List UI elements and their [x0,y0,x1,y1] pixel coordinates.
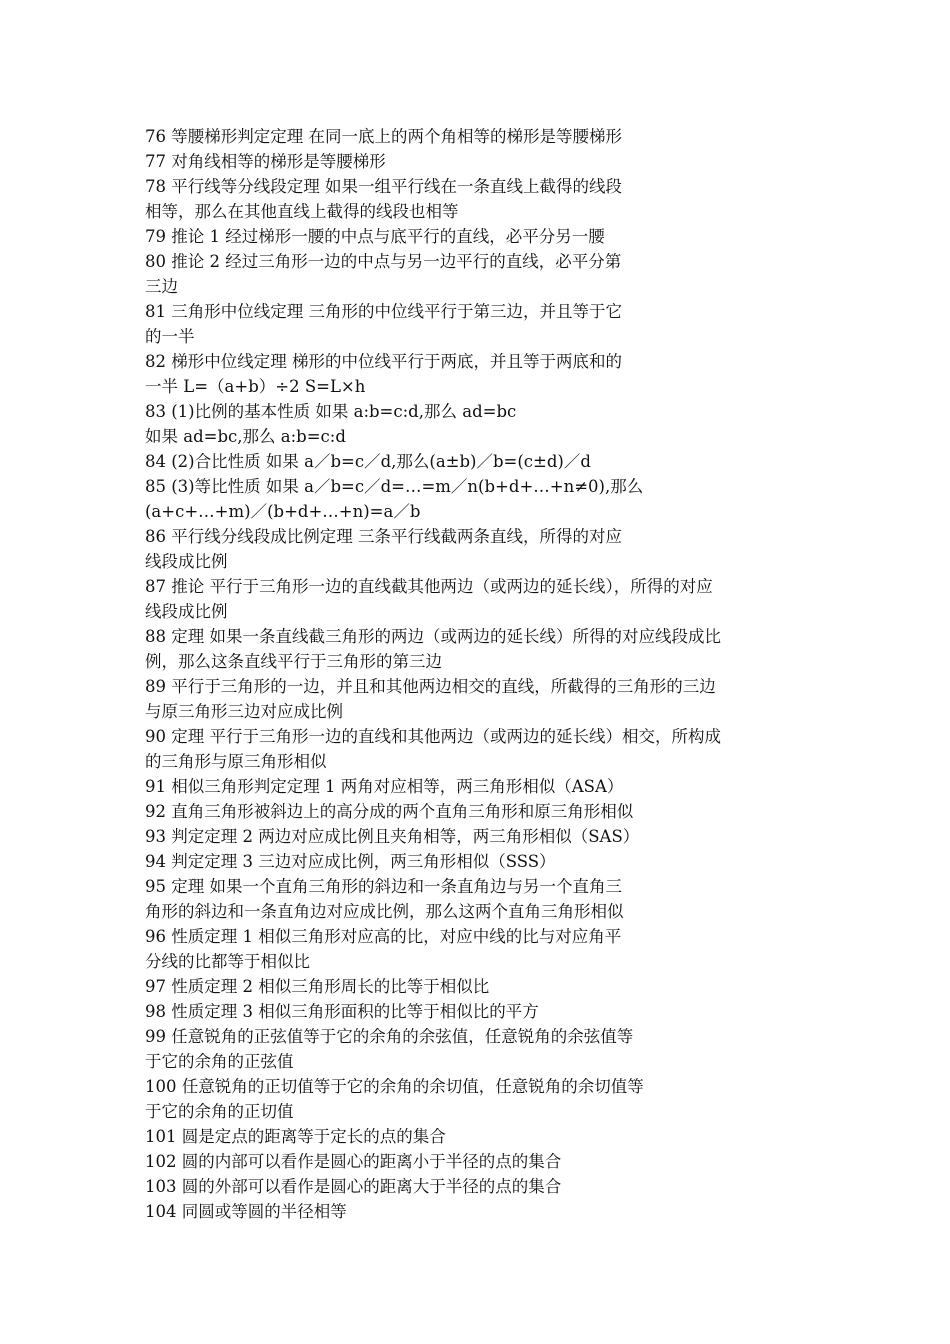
text-line: 与原三角形三边对应成比例 [145,702,343,721]
text-line: 76 等腰梯形判定定理 在同一底上的两个角相等的梯形是等腰梯形 [145,127,622,146]
text-line: 96 性质定理 1 相似三角形对应高的比，对应中线的比与对应角平 [145,927,622,946]
text-line: 103 圆的外部可以看作是圆心的距离大于半径的点的集合 [145,1177,562,1196]
text-line: 线段成比例 [145,602,228,621]
text-line: 83 (1)比例的基本性质 如果 a:b=c:d,那么 ad=bc [145,402,517,421]
text-line: 79 推论 1 经过梯形一腰的中点与底平行的直线，必平分另一腰 [145,227,605,246]
text-line: 100 任意锐角的正切值等于它的余角的余切值，任意锐角的余切值等 [145,1077,644,1096]
text-line: 95 定理 如果一个直角三角形的斜边和一条直角边与另一个直角三 [145,877,622,896]
text-line: 分线的比都等于相似比 [145,952,310,971]
text-line: 角形的斜边和一条直角边对应成比例，那么这两个直角三角形相似 [145,902,624,921]
text-line: 线段成比例 [145,552,228,571]
text-line: 97 性质定理 2 相似三角形周长的比等于相似比 [145,977,490,996]
text-line: 104 同圆或等圆的半径相等 [145,1202,347,1221]
text-line: 80 推论 2 经过三角形一边的中点与另一边平行的直线，必平分第 [145,252,622,271]
text-line: 于它的余角的正切值 [145,1102,294,1121]
text-line: 如果 ad=bc,那么 a:b=c:d [145,427,346,446]
text-line: 84 (2)合比性质 如果 a／b=c／d,那么(a±b)／b=(c±d)／d [145,452,591,471]
text-line: 的一半 [145,327,195,346]
text-line: 88 定理 如果一条直线截三角形的两边（或两边的延长线）所得的对应线段成比 [145,627,721,646]
text-line: 三边 [145,277,178,296]
text-line: 81 三角形中位线定理 三角形的中位线平行于第三边，并且等于它 [145,302,622,321]
document-body [145,124,825,1224]
text-line: 例，那么这条直线平行于三角形的第三边 [145,652,442,671]
text-line: 102 圆的内部可以看作是圆心的距离小于半径的点的集合 [145,1152,562,1171]
text-line: 77 对角线相等的梯形是等腰梯形 [145,152,386,171]
text-line: 82 梯形中位线定理 梯形的中位线平行于两底，并且等于两底和的 [145,352,622,371]
text-line: 98 性质定理 3 相似三角形面积的比等于相似比的平方 [145,1002,539,1021]
text-line: 85 (3)等比性质 如果 a／b=c／d=…=m／n(b+d+…+n≠0),那么 [145,477,644,496]
text-line: 92 直角三角形被斜边上的高分成的两个直角三角形和原三角形相似 [145,802,634,821]
text-line: 的三角形与原三角形相似 [145,752,327,771]
text-line: 78 平行线等分线段定理 如果一组平行线在一条直线上截得的线段 [145,177,622,196]
text-line: 86 平行线分线段成比例定理 三条平行线截两条直线，所得的对应 [145,527,622,546]
text-line: 91 相似三角形判定定理 1 两角对应相等，两三角形相似（ASA） [145,777,624,796]
text-line: 90 定理 平行于三角形一边的直线和其他两边（或两边的延长线）相交，所构成 [145,727,721,746]
text-line: (a+c+…+m)／(b+d+…+n)=a／b [145,502,421,521]
text-line: 89 平行于三角形的一边，并且和其他两边相交的直线，所截得的三角形的三边 [145,677,716,696]
text-line: 101 圆是定点的距离等于定长的点的集合 [145,1127,446,1146]
text-line: 94 判定定理 3 三边对应成比例，两三角形相似（SSS） [145,852,556,871]
text-line: 87 推论 平行于三角形一边的直线截其他两边（或两边的延长线），所得的对应 [145,577,713,596]
text-line: 一半 L=（a+b）÷2 S=L×h [145,377,366,396]
text-line: 93 判定定理 2 两边对应成比例且夹角相等，两三角形相似（SAS） [145,827,640,846]
text-line: 99 任意锐角的正弦值等于它的余角的余弦值，任意锐角的余弦值等 [145,1027,634,1046]
text-line: 相等，那么在其他直线上截得的线段也相等 [145,202,459,221]
text-line: 于它的余角的正弦值 [145,1052,294,1071]
